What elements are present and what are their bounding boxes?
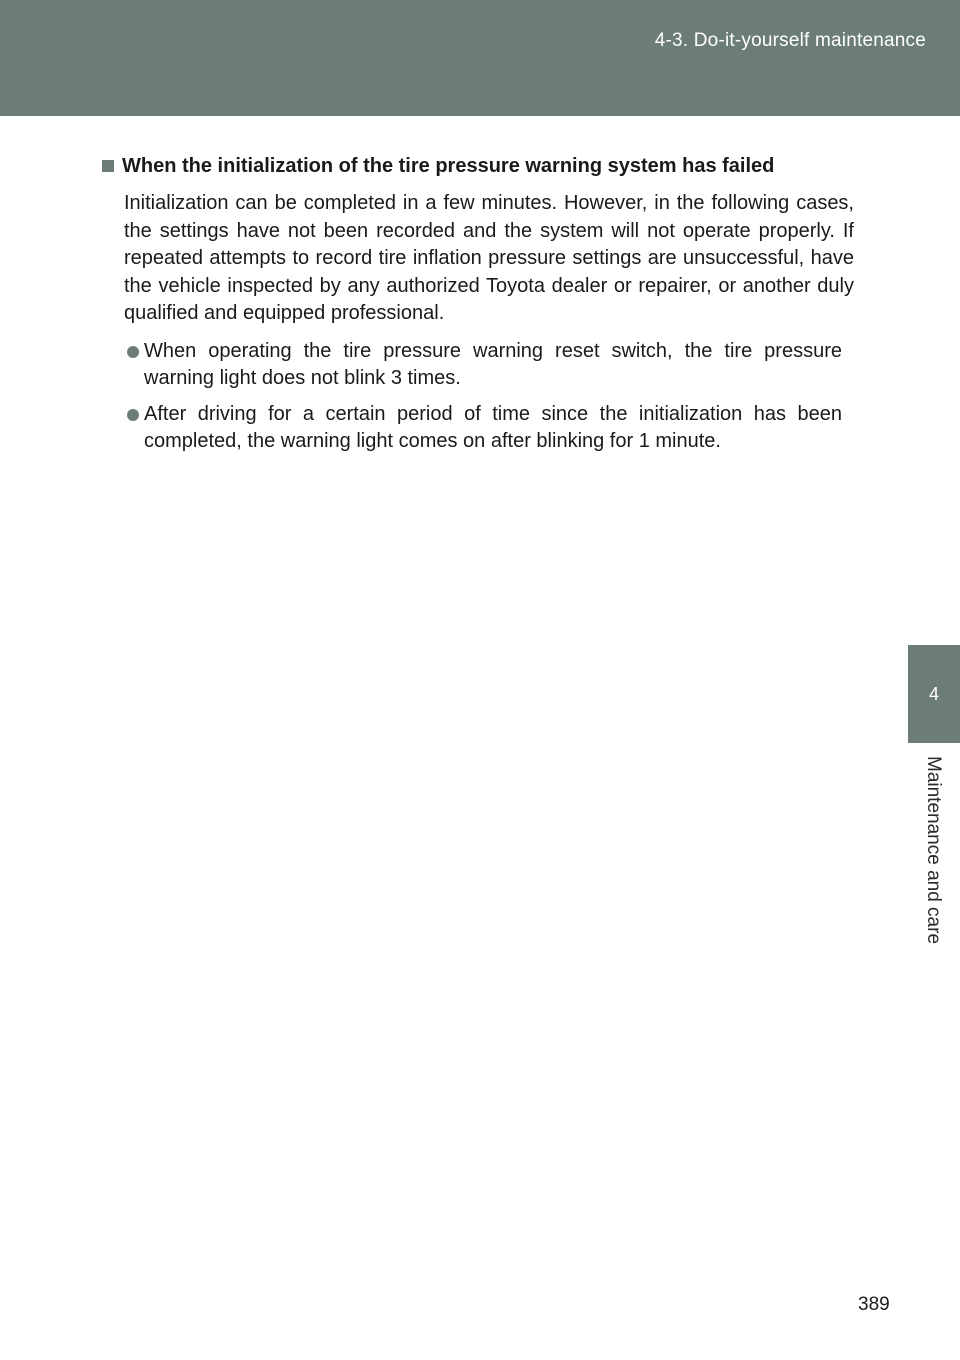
- list-item: [144, 401, 842, 456]
- square-bullet-icon: [102, 160, 114, 172]
- body-paragraph: Initialization can be completed in a few minutes. However, in the following cases, the settings have not been recorded and the system will not operate properly. If repeated attempts to record tire inflation pressure settings are unsuccessful, have the vehicle inspected by any authorized Toyota dealer or repairer, or another duly qualified and equipped professional.: [124, 192, 854, 324]
- section-title: 4-3. Do-it-yourself maintenance: [654, 30, 926, 51]
- section-heading-text: When the initialization of the tire pressure warning system has failed: [122, 155, 775, 177]
- header-band: [0, 0, 960, 116]
- list-item: [144, 338, 842, 393]
- main-content: [102, 152, 854, 464]
- chapter-tab: [908, 748, 960, 968]
- chapter-tab-label: Maintenance and care: [923, 756, 944, 945]
- page-number: 389: [858, 1294, 890, 1315]
- list-item-text: After driving for a certain period of time since the initialization has been completed, the warning light comes on after blinking for 1 minute.: [144, 402, 842, 452]
- round-bullet-icon: [127, 409, 139, 421]
- section-heading: [102, 152, 854, 180]
- round-bullet-icon: [127, 346, 139, 358]
- list-item-text: When operating the tire pressure warning reset switch, the tire pressure warning light does not blink 3 times.: [144, 339, 842, 389]
- chapter-tab-number: 4: [908, 645, 960, 743]
